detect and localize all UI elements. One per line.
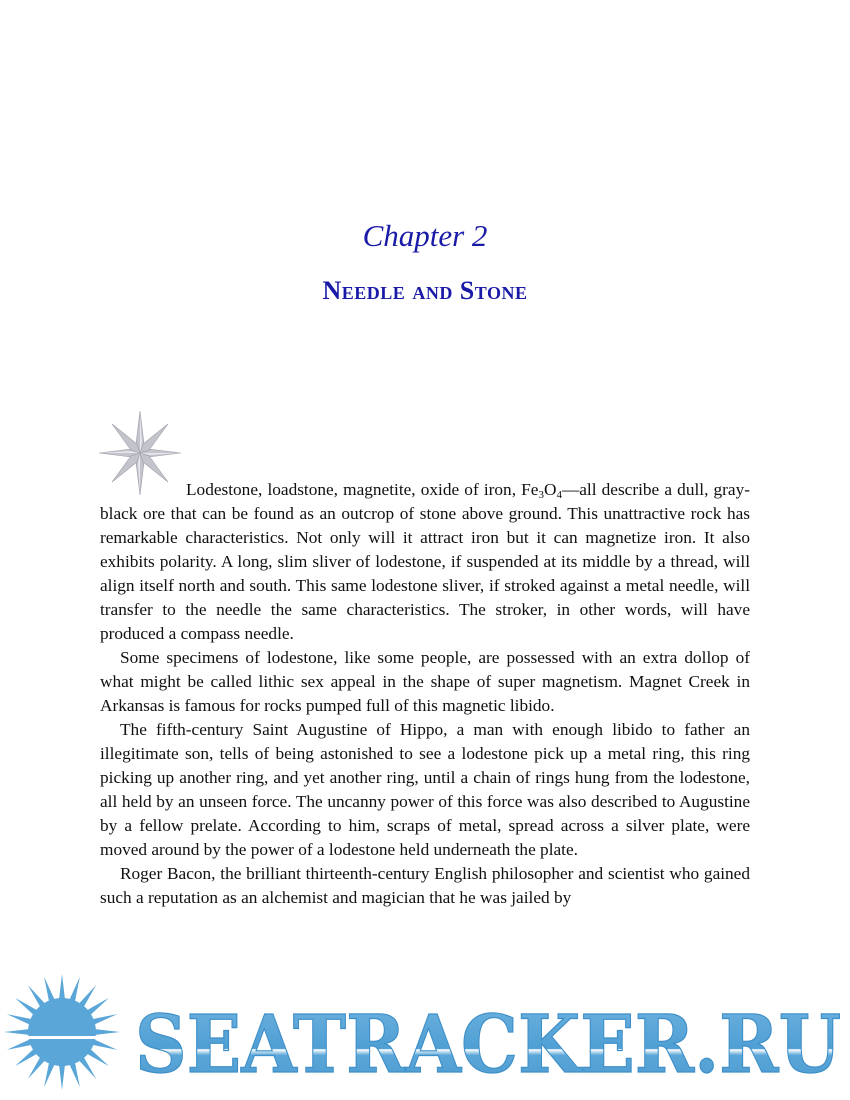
sun-ray	[92, 1029, 120, 1036]
watermark-text: SEATRACKER.RU	[135, 997, 841, 1091]
sun-ray	[59, 974, 66, 1002]
sun-burst-icon	[4, 974, 120, 1090]
paragraph-4: Roger Bacon, the brilliant thirteenth-century English philosopher and scientist who gained such a reputation as an alchemist and magician that he was jailed by	[100, 864, 750, 907]
chapter-title: Needle and Stone	[322, 276, 528, 305]
paragraph-3: The fifth-century Saint Augustine of Hippo, a man with enough libido to father an illegitimate son, tells of being astonished to see a lodestone pick up a metal ring, this ring picking up another ring, and yet another ring, until a chain of rings hung from the lodestone, all held by an unseen force. The uncanny power of this force was also described to Augustine by a fellow prelate. According to him, scraps of metal, spread across a silver plate, were moved around by the power of a lodestone held underneath the plate.	[100, 720, 750, 859]
sun-ray	[59, 1062, 66, 1090]
body-text	[100, 478, 750, 910]
paragraph-1: Lodestone, loadstone, magnetite, oxide of iron, $Fe_3O_4—all$ describe a dull, gray-black ore that can be found as an outcrop of stone above ground. This unattractive rock has remarkable characteristics. Not only will it attract iron but it can magnetize iron. It also exhibits polarity. A long, slim sliver of lodestone, if suspended at its middle by a thread, will align itself north and south. This same lodestone sliver, if stroked against a metal needle, will transfer to the needle the same characteristics. The stroker, in other words, will have produced a compass needle.	[100, 480, 751, 643]
chemical-formula: $Fe_3O_4$	[521, 480, 562, 501]
chapter-number: Chapter 2	[362, 218, 488, 253]
paragraph-2: Some specimens of lodestone, like some people, are possessed with an extra dollop of what might be called lithic sex appeal in the shape of super magnetism. Magnet Creek in Arkansas is famous for rocks pumped full of this magnetic libido.	[100, 648, 750, 715]
sun-ray	[4, 1029, 32, 1036]
watermark	[0, 972, 850, 1100]
